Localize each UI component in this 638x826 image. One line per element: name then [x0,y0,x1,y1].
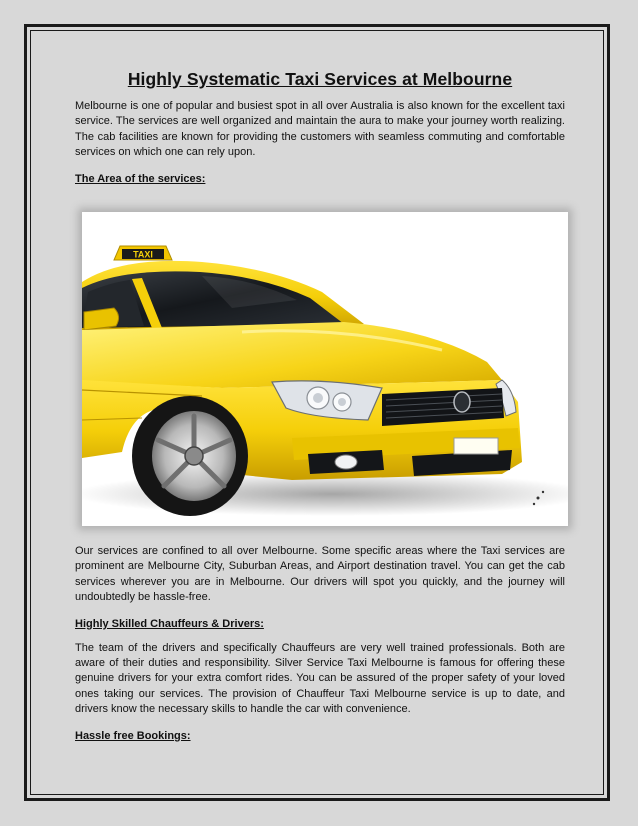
taxi-car-illustration [82,212,568,526]
lower-content [75,544,565,744]
area-paragraph: Our services are confined to all over Melbourne. Some specific areas where the Taxi services are prominent are Melbourne City, Suburban Areas, and Airport destination travel. You can get the cab services wherever you are in Melbourne. Our drivers will spot you quickly, and the journey will undoubtedly be hassle-free. [75,545,565,604]
front-wheel [132,396,248,516]
chauffeurs-paragraph: The team of the drivers and specifically Chauffeurs are very well trained professionals. Both are aware of their duties and responsibility. Silver Service Taxi Melbourne is famous for offering these genuine drivers for your extra comfort rides. You can be assured of the proper safety of your loved ones taking our services. The provision of Chauffeur Taxi Melbourne service is up to date, and drivers know the necessary skills to handle the car with convenience. [75,641,565,716]
section-heading-bookings: Hassle free Bookings: [75,729,191,742]
taxi-image [82,212,568,526]
svg-text:TAXI: TAXI [133,249,153,260]
page-title: Highly Systematic Taxi Services at Melbourne [127,69,513,89]
intro-paragraph: Melbourne is one of popular and busiest spot in all over Australia is also known for the excellent taxi service. The services are well organized and maintain the aura to make your journey worth realizing. The cab facilities are known for providing the customers with seamless commuting and comfortable services on which one can rely upon. [75,100,565,159]
section-heading-area: The Area of the services: [75,172,206,185]
top-content [75,68,565,187]
taxi-roof-sign [114,246,172,260]
section-heading-chauffeurs: Highly Skilled Chauffeurs & Drivers: [75,617,264,630]
